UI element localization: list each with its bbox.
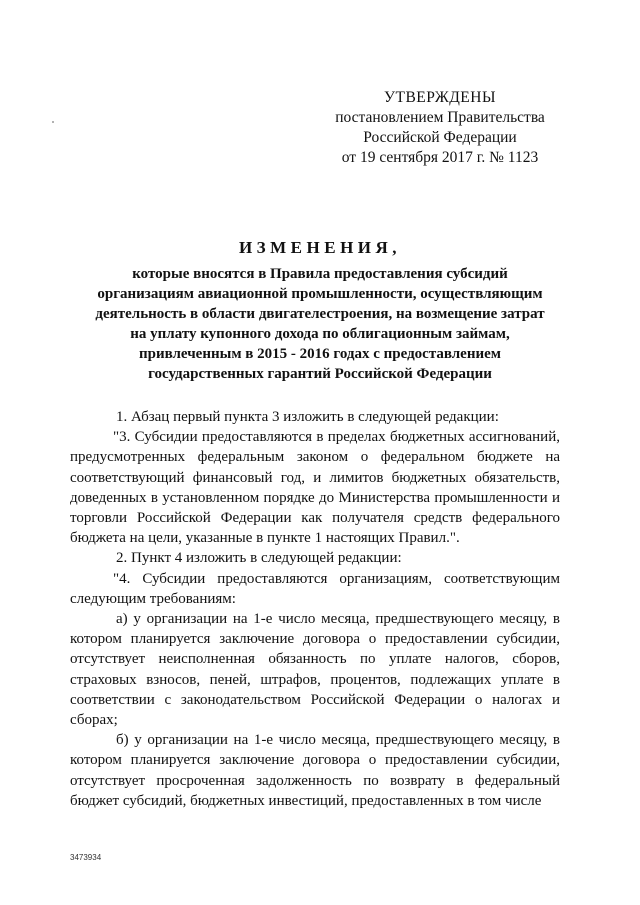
- paragraph: "4. Субсидии предоставляются организациям, соответствующим следующим требованиям:: [70, 570, 560, 607]
- subtitle-line: деятельность в области двигателестроения, на возмещение затрат: [95, 306, 545, 322]
- approval-date: от 19 сентября 2017 г. № 1123: [341, 149, 539, 166]
- paragraph: "3. Субсидии предоставляются в пределах бюджетных ассигнований, предусмотренных федеральным законом о федеральном бюджете на соответствующий финансовый год, и лимитов бюджетных обязательств, доведенных в установленном порядке до Министерства промышленности и торговли Российской Федерации как получателя средств федерального бюджета на цели, указанные в пункте 1 настоящих Правил.".: [70, 429, 560, 547]
- approval-block: [320, 88, 560, 168]
- document-title: ИЗМЕНЕНИЯ,: [238, 238, 402, 257]
- approval-heading: УТВЕРЖДЕНЫ: [384, 89, 496, 106]
- paragraph: б) у организации на 1-е число месяца, предшествующего месяцу, в котором планируется заключение договора о предоставлении субсидии, отсутствует просроченная задолженность по возврату в федеральный бюджет субсидий, бюджетных инвестиций, предоставленных в том числе: [70, 732, 560, 809]
- subtitle-line: которые вносятся в Правила предоставления субсидий: [132, 266, 508, 282]
- paragraph: 2. Пункт 4 изложить в следующей редакции:: [116, 550, 402, 567]
- subtitle-line: государственных гарантий Российской Федерации: [148, 366, 492, 382]
- document-subtitle: [90, 264, 550, 384]
- subtitle-line: привлеченным в 2015 - 2016 годах с предоставлением: [138, 346, 502, 362]
- scan-speck: [52, 121, 54, 123]
- paragraph: а) у организации на 1-е число месяца, предшествующего месяцу, в котором планируется заключение договора о предоставлении субсидии, отсутствует неисполненная обязанность по уплате налогов, сборов, страховых взносов, пеней, штрафов, процентов, подлежащих уплате в соответствии с законодательством Российской Федерации о налогах и сборах;: [70, 611, 560, 729]
- paragraph: 1. Абзац первый пункта 3 изложить в следующей редакции:: [116, 409, 499, 425]
- footer-code: 3473934: [70, 853, 102, 862]
- approval-line: Российской Федерации: [363, 129, 517, 146]
- subtitle-line: организациям авиационной промышленности, осуществляющим: [97, 286, 543, 302]
- approval-line: постановлением Правительства: [335, 109, 545, 126]
- document-body: [70, 407, 560, 811]
- subtitle-line: на уплату купонного дохода по облигационным займам,: [130, 326, 510, 342]
